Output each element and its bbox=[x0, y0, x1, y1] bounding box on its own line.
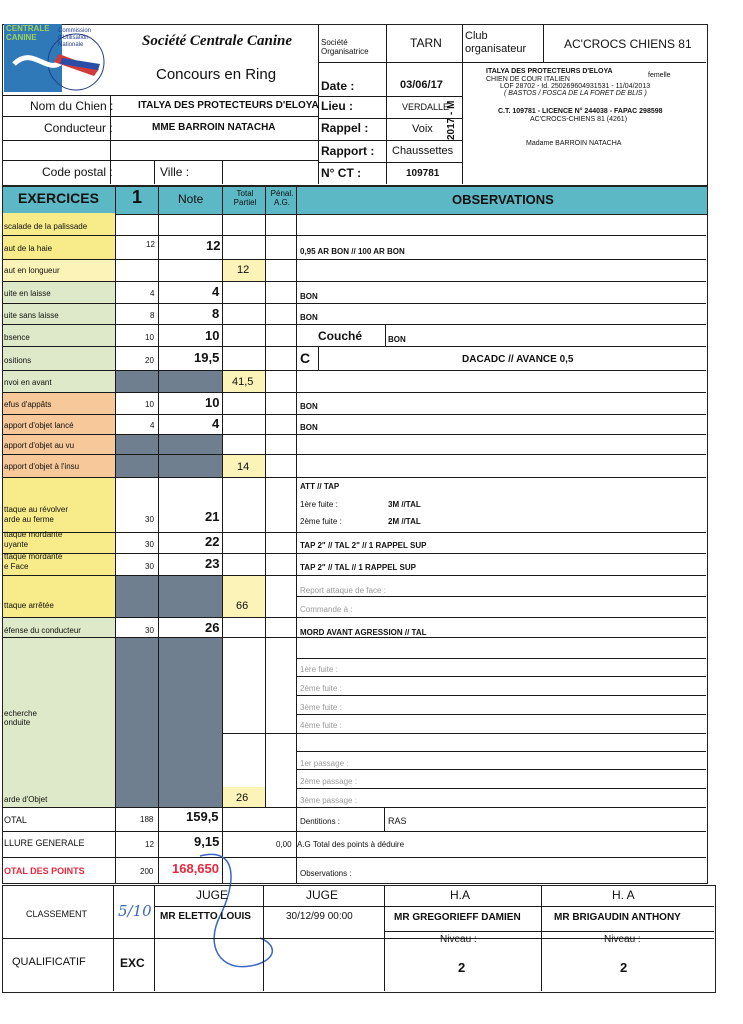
ha2-label: H. A bbox=[612, 888, 635, 902]
allure-label: LLURE GENERALE bbox=[4, 838, 85, 848]
date-label: Date : bbox=[321, 79, 355, 93]
societe-label: Société Organisatrice bbox=[321, 38, 369, 56]
recherche-fuite: 2ème fuite : bbox=[300, 684, 342, 693]
exercise-note: 4 bbox=[212, 416, 220, 431]
fuite2-value: 2M //TAL bbox=[388, 517, 421, 526]
rapport-value: Chaussettes bbox=[392, 145, 454, 157]
ha2-name: MR BRIGAUDIN ANTHONY bbox=[554, 912, 681, 923]
exercise-label: apport d'objet à l'insu bbox=[4, 462, 80, 471]
sticker-line3: LOF 28702 - Id. 250269604931531 - 11/04/2013 bbox=[500, 83, 651, 90]
allure-max: 12 bbox=[145, 840, 154, 849]
scc-logo bbox=[4, 24, 108, 92]
recherche-fuite: 4ème fuite : bbox=[300, 721, 342, 730]
exercise-max: 12 bbox=[146, 240, 155, 249]
ville-label: Ville : bbox=[160, 165, 190, 179]
exercise-label: bsence bbox=[4, 333, 30, 342]
exercise-note: 10 bbox=[205, 395, 220, 410]
exercise-label: uite sans laisse bbox=[4, 311, 59, 320]
grey-block bbox=[116, 370, 222, 392]
ha2-niveau: 2 bbox=[620, 960, 628, 975]
exercise-label: aut en longueur bbox=[4, 266, 60, 275]
ha1-name: MR GREGORIEFF DAMIEN bbox=[394, 912, 521, 923]
table-header-bar bbox=[2, 186, 708, 215]
fuite1-label: 1ère fuite : bbox=[300, 500, 338, 509]
exercise-obs: BON bbox=[388, 335, 406, 344]
exercise-partial: 14 bbox=[237, 461, 250, 473]
defense-obs: MORD AVANT AGRESSION // TAL bbox=[300, 628, 427, 637]
lieu-value: VERDALLE bbox=[402, 102, 450, 112]
garde-label: arde d'Objet bbox=[4, 795, 48, 804]
points-max: 200 bbox=[140, 867, 154, 876]
arretee-label: ttaque arrêtée bbox=[4, 601, 54, 610]
exercise-note: 12 bbox=[206, 238, 221, 253]
exercise-obs: BON bbox=[300, 292, 318, 301]
att-title: ATT // TAP bbox=[300, 482, 340, 491]
arretee-partial: 66 bbox=[236, 600, 249, 612]
attack-note: 21 bbox=[205, 509, 220, 524]
grey-block bbox=[116, 637, 222, 807]
attack-max: 30 bbox=[145, 515, 154, 524]
exercise-partial: 12 bbox=[237, 264, 250, 276]
report-label: Report attaque de face : bbox=[300, 586, 386, 595]
exercise-label: nvoi en avant bbox=[4, 378, 52, 387]
exercise-obs-big: Couché bbox=[318, 329, 363, 343]
sticker-line1b: femelle bbox=[648, 72, 671, 79]
attack-label2: uyante bbox=[4, 540, 29, 549]
sticker-line6: AC'CROCS-CHIENS 81 (4261) bbox=[530, 116, 628, 123]
recherche-label: echerche bbox=[4, 709, 37, 718]
classement-label: CLASSEMENT bbox=[26, 909, 88, 919]
garde-passage: 3ème passage : bbox=[300, 796, 357, 805]
observations-heading: OBSERVATIONS bbox=[452, 192, 554, 207]
exercise-max: 20 bbox=[145, 356, 154, 365]
qualificatif-value: EXC bbox=[120, 956, 145, 970]
rappel-value: Voix bbox=[412, 123, 433, 135]
garde-passage: 2ème passage : bbox=[300, 777, 357, 786]
total-label: OTAL bbox=[4, 815, 27, 825]
attack-label: ttaque au révolver bbox=[4, 505, 69, 514]
points-value: 168,650 bbox=[172, 861, 219, 876]
ha1-niveau-label: Niveau : bbox=[440, 934, 477, 945]
exercise-label: apport d'objet au vu bbox=[4, 441, 75, 450]
exercise-note: 19,5 bbox=[194, 350, 220, 365]
dentitions-value: RAS bbox=[388, 816, 407, 826]
rapport-label: Rapport : bbox=[321, 144, 375, 158]
exercise-label: scalade de la palissade bbox=[4, 222, 88, 231]
juge2-label: JUGE bbox=[306, 888, 339, 902]
club-label: Club organisateur bbox=[465, 30, 527, 55]
sticker-line7: Madame BARROIN NATACHA bbox=[526, 140, 622, 147]
juge-label: JUGE bbox=[196, 888, 229, 902]
exercise-note: 10 bbox=[205, 328, 220, 343]
exercise-obs: BON bbox=[300, 402, 318, 411]
attack-obs: TAP 2" // TAL 2" // 1 RAPPEL SUP bbox=[300, 541, 427, 550]
exercise-label: apport d'objet lancé bbox=[4, 421, 74, 430]
club-value: AC'CROCS CHIENS 81 bbox=[564, 37, 692, 51]
attack-obs: TAP 2" // TAL // 1 RAPPEL SUP bbox=[300, 563, 416, 572]
penal-heading: Pénal. A.G. bbox=[270, 189, 294, 207]
qualificatif-label: QUALIFICATIF bbox=[12, 956, 86, 968]
header-subtitle: Concours en Ring bbox=[156, 66, 277, 83]
date-value: 03/06/17 bbox=[400, 79, 443, 91]
total-max: 188 bbox=[140, 815, 154, 824]
exercise-label: aut de la haie bbox=[4, 244, 53, 253]
logo-arc-text: Commission d'Utilisation Nationale bbox=[58, 28, 92, 48]
attack-label2: e Face bbox=[4, 562, 29, 571]
defense-note: 26 bbox=[205, 620, 220, 635]
societe-value: TARN bbox=[410, 36, 442, 50]
fuite2-label: 2ème fuite : bbox=[300, 517, 342, 526]
exercise-max: 8 bbox=[150, 311, 155, 320]
commande-label: Commande à : bbox=[300, 605, 353, 614]
exercise-obs: DACADC // AVANCE 0,5 bbox=[462, 354, 574, 365]
defense-label: éfense du conducteur bbox=[4, 626, 81, 635]
points-label: OTAL DES POINTS bbox=[4, 866, 85, 876]
grey-block bbox=[116, 575, 222, 617]
rappel-label: Rappel : bbox=[321, 121, 369, 135]
year-vertical: 2017 - M bbox=[446, 100, 457, 140]
lieu-label: Lieu : bbox=[321, 99, 353, 113]
exercise-label: ositions bbox=[4, 356, 32, 365]
attack-max: 30 bbox=[145, 562, 154, 571]
exercise-max: 4 bbox=[150, 289, 155, 298]
recherche-fuite: 1ère fuite : bbox=[300, 665, 338, 674]
dog-sticker bbox=[468, 64, 704, 164]
conducteur-value: MME BARROIN NATACHA bbox=[152, 122, 276, 133]
total-partiel-heading: Total Partiel bbox=[233, 189, 257, 207]
ha2-niveau-label: Niveau : bbox=[604, 934, 641, 945]
exercise-obs: BON bbox=[300, 313, 318, 322]
exercise-max: 10 bbox=[145, 333, 154, 342]
garde-partial: 26 bbox=[236, 792, 249, 804]
sticker-line1: ITALYA DES PROTECTEURS D'ELOYA bbox=[486, 68, 613, 75]
ag-value: 0,00 bbox=[276, 840, 292, 849]
exercise-label: uite en laisse bbox=[4, 289, 51, 298]
observations-label: Observations : bbox=[300, 869, 352, 878]
total-note: 159,5 bbox=[186, 809, 219, 824]
exercise-max: 4 bbox=[150, 421, 155, 430]
exercise-max: 10 bbox=[145, 400, 154, 409]
attack-label: ttaque mordante bbox=[4, 552, 63, 561]
code-postal-label: Code postal : bbox=[42, 165, 113, 179]
note-heading: Note bbox=[178, 192, 204, 206]
allure-note: 9,15 bbox=[194, 834, 220, 849]
ha1-label: H.A bbox=[450, 888, 471, 902]
attack-note: 22 bbox=[205, 534, 220, 549]
nct-value: 109781 bbox=[406, 168, 440, 179]
nom-value: ITALYA DES PROTECTEURS D'ELOYA bbox=[138, 100, 319, 111]
attack-max: 30 bbox=[145, 540, 154, 549]
recherche-label2: onduite bbox=[4, 718, 31, 727]
sticker-line2: CHIEN DE COUR ITALIEN bbox=[486, 76, 570, 83]
ag-label: A.G Total des points à déduire bbox=[297, 840, 405, 849]
fuite1-value: 3M //TAL bbox=[388, 500, 421, 509]
sticker-line4: ( BASTOS / FOSCA DE LA FORET DE BLIS ) bbox=[504, 90, 647, 97]
grey-block bbox=[116, 434, 222, 477]
exercise-note: 4 bbox=[212, 284, 220, 299]
attack-label: ttaque mordante bbox=[4, 530, 63, 539]
exercise-label: efus d'appâts bbox=[4, 400, 52, 409]
exercices-heading: EXERCICES bbox=[18, 190, 99, 206]
dentitions-label: Dentitions : bbox=[300, 817, 341, 826]
ha1-niveau: 2 bbox=[458, 960, 466, 975]
classement-value: 5/10 bbox=[118, 902, 152, 920]
sticker-line5: C.T. 109781 - LICENCE N° 244038 - FAPAC 298598 bbox=[498, 108, 663, 115]
header-title: Société Centrale Canine bbox=[142, 33, 292, 49]
exercise-obs: 0,95 AR BON // 100 AR BON bbox=[300, 247, 405, 256]
level-heading: 1 bbox=[132, 187, 143, 207]
exercise-obs: BON bbox=[300, 423, 318, 432]
recherche-fuite: 3ème fuite : bbox=[300, 703, 342, 712]
defense-max: 30 bbox=[145, 626, 154, 635]
logo-text: CENTRALE CANINE bbox=[6, 24, 50, 42]
garde-passage: 1er passage : bbox=[300, 759, 349, 768]
nom-label: Nom du Chien : bbox=[30, 99, 114, 113]
juge-name: MR ELETTO LOUIS bbox=[160, 911, 251, 922]
exercise-partial: 41,5 bbox=[232, 376, 254, 388]
attack-note: 23 bbox=[205, 556, 220, 571]
juge2-date: 30/12/99 00:00 bbox=[286, 911, 353, 922]
conducteur-label: Conducteur : bbox=[44, 121, 113, 135]
exercise-note: 8 bbox=[212, 306, 220, 321]
attack-label2: arde au ferme bbox=[4, 515, 54, 524]
exercise-obs-big: C bbox=[300, 350, 311, 366]
nct-label: N° CT : bbox=[321, 166, 362, 180]
